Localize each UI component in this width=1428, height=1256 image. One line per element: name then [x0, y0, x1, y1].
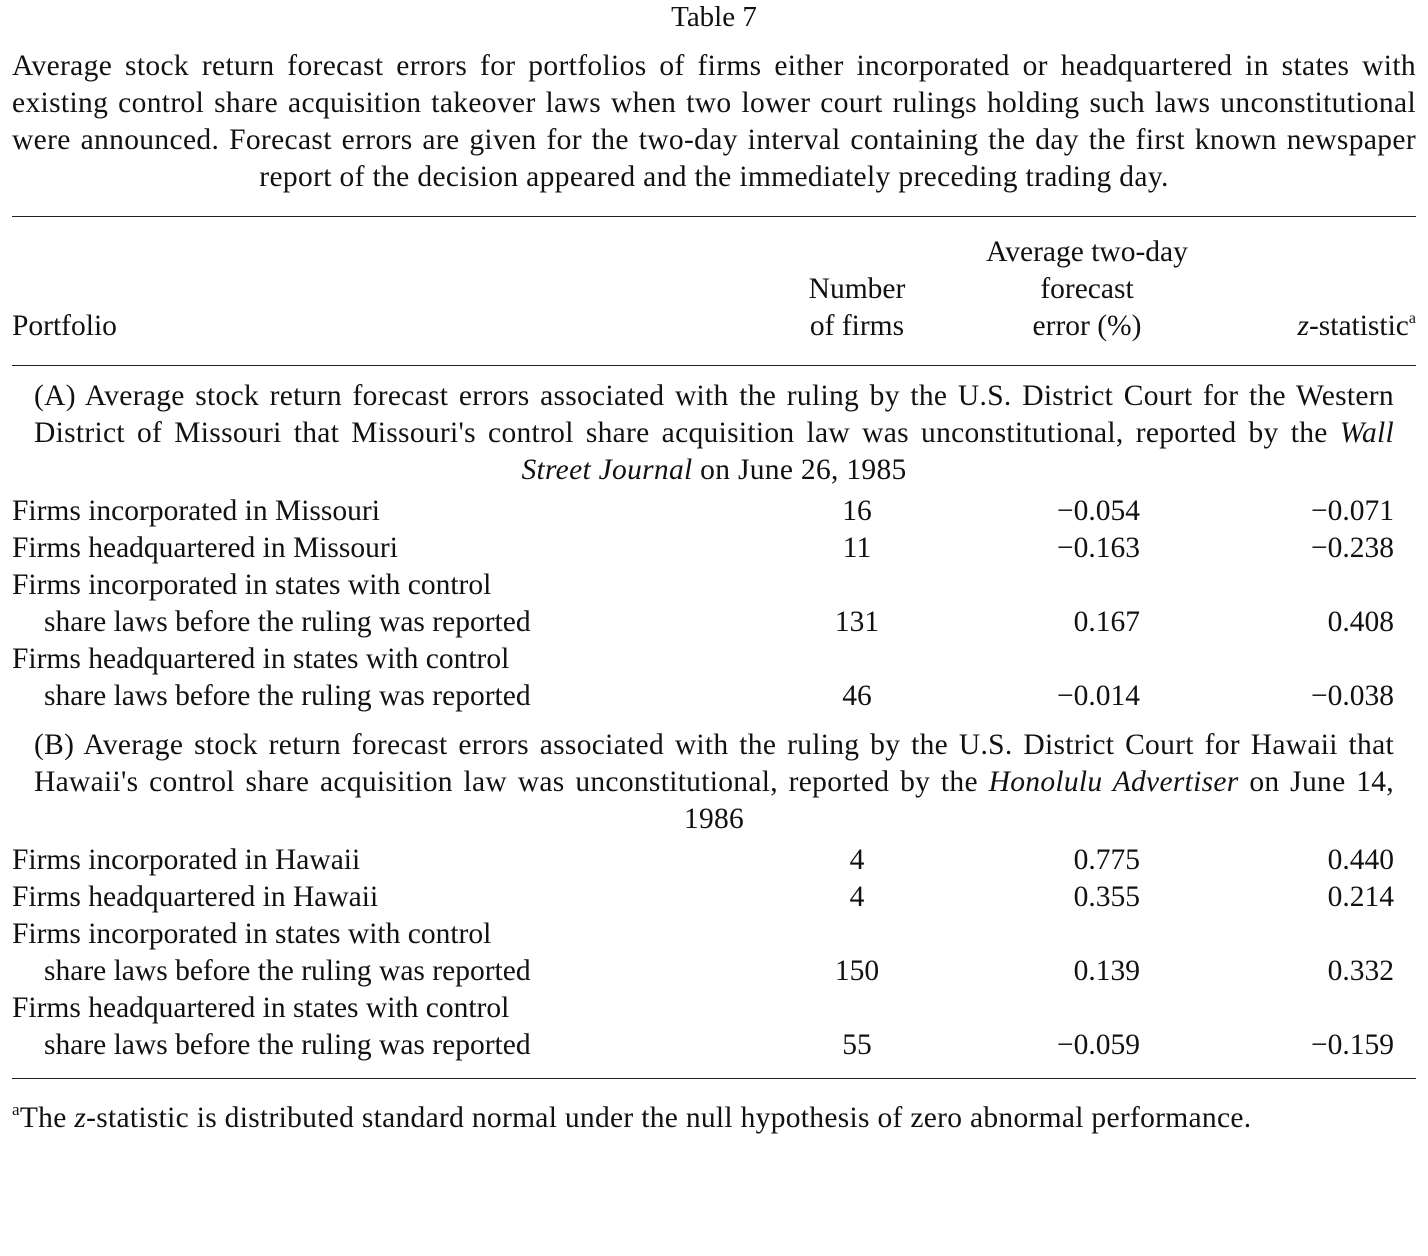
z-statistic-cell: −0.159	[1310, 1029, 1394, 1061]
number-of-firms-cell: 16	[842, 495, 872, 527]
table-row	[12, 678, 1416, 715]
row-label: Firms headquartered in states with control	[12, 643, 510, 675]
error-header-line2: forecast	[1040, 273, 1134, 305]
row-label: Firms headquartered in states with control	[12, 992, 510, 1024]
number-of-firms-cell: 46	[842, 680, 872, 712]
z-statistic-cell: 0.440	[1327, 844, 1394, 876]
number-of-firms-cell: 131	[834, 606, 880, 638]
z-statistic-cell: −0.071	[1310, 495, 1394, 527]
error-header-line1: Average two-day	[986, 236, 1188, 268]
forecast-error-cell: 0.167	[1073, 606, 1140, 638]
footnote-marker: a	[12, 1100, 20, 1119]
forecast-error-cell: −0.163	[1056, 532, 1140, 564]
number-of-firms-cell: 150	[834, 955, 880, 987]
row-label: Firms incorporated in Hawaii	[12, 844, 361, 876]
table-row	[12, 879, 1416, 916]
z-italic: z	[1297, 310, 1309, 342]
number-of-firms-cell: 4	[849, 881, 865, 913]
portfolio-column-header: Portfolio	[12, 310, 117, 342]
panel-a-caption	[34, 378, 1394, 489]
row-label: Firms headquartered in Hawaii	[12, 881, 379, 913]
table-row	[12, 842, 1416, 879]
row-label: Firms headquartered in Missouri	[12, 532, 398, 564]
table-row-label	[12, 567, 1416, 604]
row-label-continued: share laws before the ruling was reported	[44, 680, 531, 712]
row-label: Firms incorporated in states with control	[12, 569, 492, 601]
z-statistic-header	[1297, 300, 1416, 345]
table-caption: Average stock return forecast errors for portfolios of firms either incorporated or headquartered in states with existing control share acquisition takeover laws when two lower court rulings holding such laws unconstitutional were announced. Forecast errors are given for the two-day interval containing the day the first known newspaper report of the decision appeared and the immediately preceding trading day.	[12, 50, 1416, 193]
forecast-error-cell: 0.775	[1073, 844, 1140, 876]
panel-b-caption	[34, 727, 1394, 838]
table-row-label	[12, 990, 1416, 1027]
panel-a-rows	[12, 493, 1416, 715]
number-of-firms-cell: 4	[849, 844, 865, 876]
table-number: Table 7	[671, 1, 757, 33]
row-label-continued: share laws before the ruling was reported	[44, 606, 531, 638]
forecast-error-cell: −0.014	[1056, 680, 1140, 712]
z-statistic-cell: −0.238	[1310, 532, 1394, 564]
row-label-continued: share laws before the ruling was reported	[44, 955, 531, 987]
panel-a-caption-text: (A) Average stock return forecast errors associated with the ruling by the U.S. District Court for the Western District of Missouri that Missouri's control share acquisition law was unconstitutional, reported by the	[34, 380, 1394, 449]
panel-b-date: on June 14, 1986	[683, 766, 1394, 835]
z-statistic-cell: −0.038	[1310, 680, 1394, 712]
row-label-continued: share laws before the ruling was reported	[44, 1029, 531, 1061]
footnote	[12, 1091, 1416, 1137]
forecast-error-cell: 0.139	[1073, 955, 1140, 987]
number-of-firms-cell: 55	[842, 1029, 872, 1061]
z-statistic-cell: 0.408	[1327, 606, 1394, 638]
page	[12, 0, 1416, 1137]
panel-a-newspaper: Wall Street Journal	[521, 417, 1394, 486]
panel-b-newspaper: Honolulu Advertiser	[988, 766, 1239, 798]
number-of-firms-cell: 11	[842, 532, 872, 564]
forecast-error-header	[962, 234, 1212, 345]
number-header-line2: of firms	[809, 310, 905, 342]
z-statistic-cell: 0.332	[1327, 955, 1394, 987]
row-label: Firms incorporated in states with control	[12, 918, 492, 950]
panel-a-date: on June 26, 1985	[692, 454, 907, 486]
forecast-error-cell: −0.054	[1056, 495, 1140, 527]
forecast-error-cell: −0.059	[1056, 1029, 1140, 1061]
number-of-firms-header	[762, 271, 952, 345]
number-header-line1: Number	[808, 273, 906, 305]
table-row	[12, 493, 1416, 530]
column-header	[12, 217, 1416, 365]
table-row	[12, 1027, 1416, 1064]
table-row-label	[12, 916, 1416, 953]
table-row	[12, 953, 1416, 990]
z-statistic-cell: 0.214	[1327, 881, 1394, 913]
footnote-text-1: The	[19, 1102, 75, 1134]
table-row	[12, 530, 1416, 567]
footnote-mark: a	[1408, 310, 1416, 327]
footnote-text-2: -statistic is distributed standard normal under the null hypothesis of zero abnormal performance.	[86, 1102, 1252, 1134]
z-rest: -statistic	[1308, 310, 1409, 342]
table-row-label	[12, 641, 1416, 678]
bottom-rule	[12, 1078, 1416, 1079]
row-label: Firms incorporated in Missouri	[12, 495, 380, 527]
forecast-error-cell: 0.355	[1073, 881, 1140, 913]
panel-b-rows	[12, 842, 1416, 1064]
header-rule	[12, 365, 1416, 366]
error-header-line3: error (%)	[1032, 310, 1142, 342]
footnote-z: z	[74, 1102, 87, 1134]
table-row	[12, 604, 1416, 641]
panel-b-caption-text: (B) Average stock return forecast errors associated with the ruling by the U.S. District Court for Hawaii that Hawaii's control share acquisition law was unconstitutional, reported by the	[34, 729, 1394, 798]
